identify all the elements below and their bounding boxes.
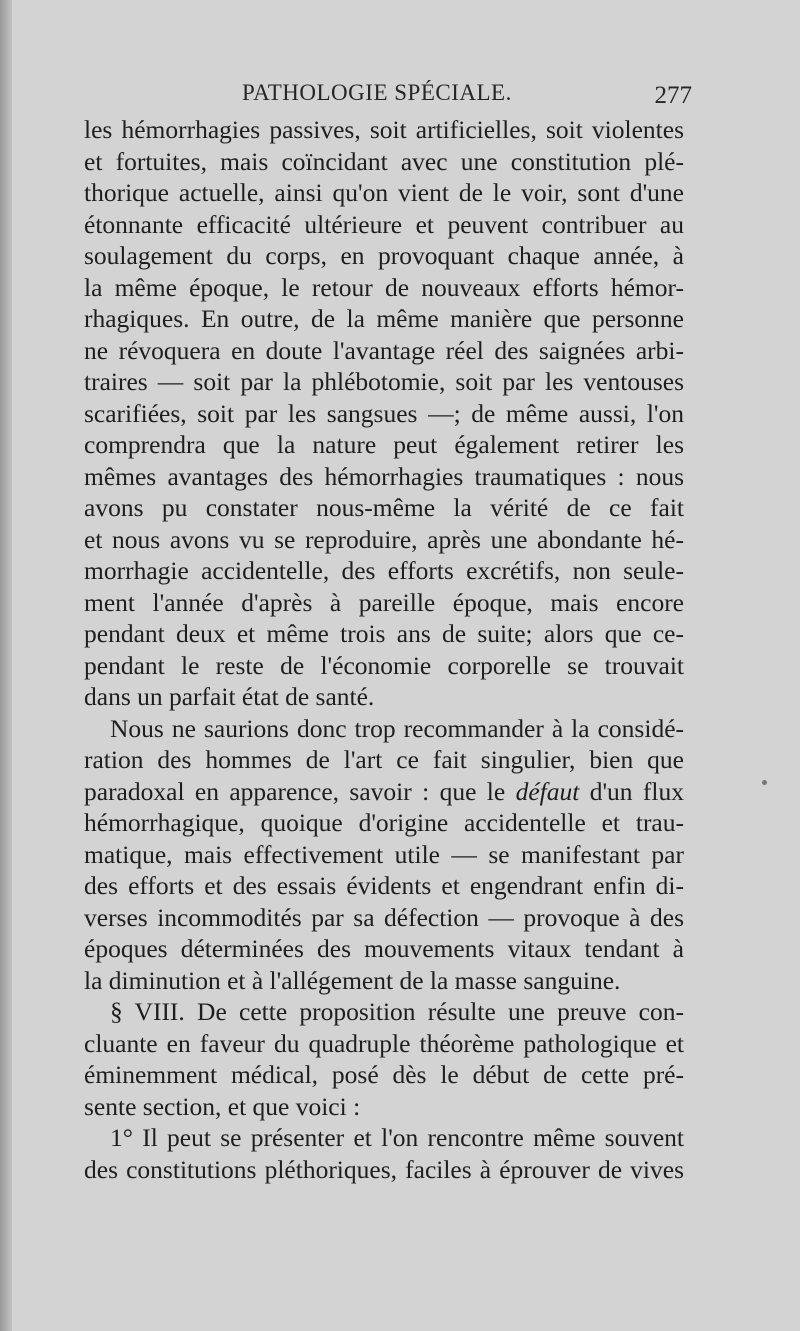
text-line: matique, mais effectivement utile — se manifestant par [84,839,684,869]
ink-speck [762,780,767,785]
text-line: la diminution et à l'allégement de la masse sanguine. [84,965,621,995]
text-line: les hémorrhagies passives, soit artificielles, soit violentes [84,115,684,144]
text-line: mêmes avantages des hémorrhagies traumatiques : nous [84,461,684,491]
text-line: rhagiques. En outre, de la même manière que personne [84,304,684,333]
emphasized-word: défaut [515,776,580,806]
text-line: sente section, et que voici : [84,1091,361,1121]
text-line: verses incommodités par sa défection — provoque à des [84,902,684,932]
text-line: scarifiées, soit par les sangsues —; de même aussi, l'on [84,398,684,428]
text-line: hémorrhagique, quoique d'origine accidentelle et trau- [84,808,684,837]
text-line: ne révoquera en doute l'avantage réel des saignées arbi- [84,335,684,365]
running-head [72,76,692,116]
text-line: pendant le reste de l'économie corporelle se trouvait [84,650,684,680]
text-line: 1° Il peut se présenter et l'on rencontre même souvent [110,1123,684,1152]
page-number: 277 [654,82,692,109]
text-line: la même époque, le retour de nouveaux efforts hémor- [84,272,684,302]
text-line: pendant deux et même trois ans de suite; alors que ce- [84,619,684,648]
body-text [84,114,684,1185]
text-line: § VIII. De cette proposition résulte une preuve con- [110,997,684,1026]
text-line: soulagement du corps, en provoquant chaque année, à [84,241,684,270]
text-line: étonnante efficacité ultérieure et peuvent contribuer au [84,209,684,239]
text-line: ment l'année d'après à pareille époque, mais encore [84,587,684,617]
running-title: PATHOLOGIE SPÉCIALE. [242,80,512,105]
text-line: traires — soit par la phlébotomie, soit par les ventouses [84,367,684,396]
text-line: Nous ne saurions donc trop recommander à la considé- [110,713,684,743]
text-line: thorique actuelle, ainsi qu'on vient de le voir, sont d'une [84,178,684,207]
text-line: des constitutions pléthoriques, faciles à éprouver de vives [84,1154,684,1184]
book-page [12,0,800,1331]
text-line: paradoxal en apparence, savoir : que le défaut d'un flux [84,776,685,806]
text-line: et fortuites, mais coïncidant avec une constitution plé- [84,146,684,176]
text-line: éminemment médical, posé dès le début de cette pré- [84,1060,684,1089]
text-line: cluante en faveur du quadruple théorème pathologique et [84,1028,684,1058]
text-line: dans un parfait état de santé. [84,682,375,711]
text-line: comprendra que la nature peut également retirer les [84,430,684,459]
text-line: des efforts et des essais évidents et engendrant enfin di- [84,871,684,900]
text-line: époques déterminées des mouvements vitaux tendant à [84,934,684,963]
text-line: et nous avons vu se reproduire, après une abondante hé- [84,524,684,554]
text-line: avons pu constater nous-même la vérité de ce fait [84,493,684,522]
text-line: ration des hommes de l'art ce fait singulier, bien que [84,745,684,774]
text-line: morrhagie accidentelle, des efforts excrétifs, non seule- [84,556,684,585]
